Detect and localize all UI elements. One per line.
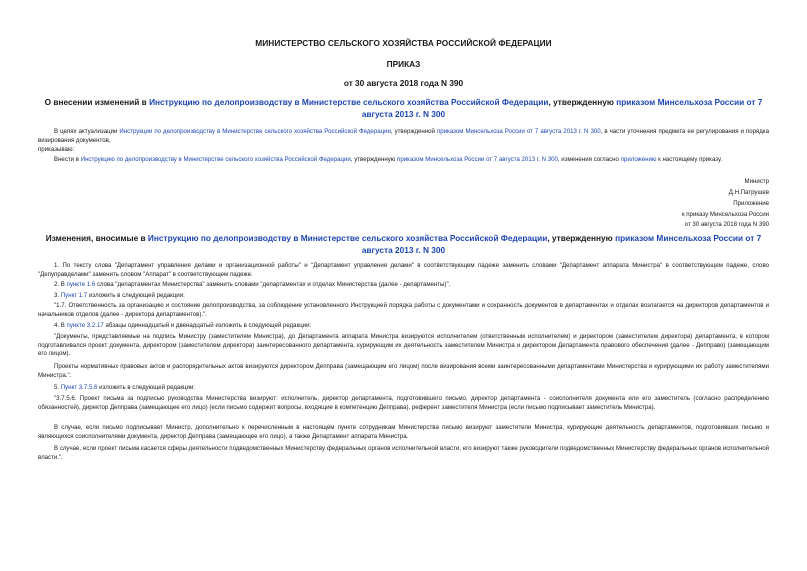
item-2 [38,281,769,290]
document-title [38,96,769,120]
item-text: 3. [54,292,61,299]
preamble-text: , в части уточнения предмета ее регулирования и порядка визирования документов, [38,128,769,144]
appendix-title-text-2: , утвержденную [547,233,616,243]
item-5-text-1: "3.7.5.6. Проект письма за подписью руководства Министерства визируют: исполнитель, директор департамента, подготовившего письмо, директор департамента - соисполнителя документа или его заместитель (согласно распределению обязанностей), директор Депправа (замещающее его лицо) (если письмо содержит вопросы, входящие в компетенцию Депправа), референт заместителя Министра (если письмо подписывает заместитель Министра). [38,395,769,411]
item-3-link[interactable]: Пункт 1.7 [60,292,88,299]
preamble-link-instruction-2[interactable]: Инструкцию по делопроизводству в Министерстве сельского хозяйства Российской Федерации [80,156,351,163]
item-text: абзацы одиннадцатый и двенадцатый изложить в следующей редакции: [103,322,312,329]
item-4-text-1: "Документы, представляемые на подпись Министру (заместителям Министра), до Департамента аппарата Министра визируются исполнителем (ответственным исполнителем) и директором (заместителем директора) департамента, в котором подготавливался проект документа, директором (заместителем директора) заинтересованного департамента, курирующим их деятельность заместителем Министра и директором Департамента правового обеспечения (далее - Депправо) (замещающим его лицом). [38,333,769,357]
preamble-link-order-2[interactable]: приказом Минсельхоза России от 7 августа 2013 г. N 300 [397,156,558,163]
item-4-link[interactable]: пункте 3.2.17 [66,322,104,329]
appendix-ref: к приказу Минсельхоза России [681,211,769,218]
item-5-text-3: В случае, если проект письма касается сферы деятельности подведомственных Министерству федеральных органов исполнительной власти, его визируют также руководители подведомственных Министерству федеральных органов исполнительной власти.". [38,445,769,461]
signature-name: Д.Н.Патрушев [728,189,769,196]
doc-date-number: от 30 августа 2018 года N 390 [343,78,464,88]
item-3 [38,292,769,301]
preamble-text: , изменения согласно [557,156,621,163]
item-text: слова "департаментах Министерства" заменить словами "департаментах и отделах Министерства (далее - департаменты)". [95,281,451,288]
signature-position: Министр [744,178,769,185]
item-4 [38,322,769,331]
preamble-text: , утвержденную [350,156,398,163]
title-link-order[interactable]: приказом Минсельхоза России от 7 августа 2013 г. N 300 [361,97,763,119]
item-4-text-2: Проекты нормативных правовых актов и распорядительных актов визируются директором Депправа (замещающим его лицом) после визирования всеми заинтересованными департаментами Министерства и курирующими их работу заместителями Министра.". [38,363,769,379]
item-3-text: "1.7. Ответственность за организацию и состояние делопроизводства, за соблюдение установленного Инструкцией порядка работы с документами и сохранность документов в департаментах и отделах возлагается на директоров департаментов и начальников отделов (далее - директора департаментов).". [38,302,769,318]
item-5-text-2: В случае, если письмо подписывает Министр, дополнительно к перечисленным в настоящем пункте сотрудникам Министерства письмо визируют заместители Министра, курирующие деятельность департаментов, подготовивших письмо и являющихся соисполнителями документа, директор Депправа (замещающее его лицо), а также Департамент аппарата Министра. [38,424,769,440]
item-2-link[interactable]: пункте 1.6 [66,281,96,288]
appendix-title-link-instruction[interactable]: Инструкцию по делопроизводству в Министерстве сельского хозяйства Российской Федерации [147,233,548,243]
title-text-2: , утвержденную [548,97,617,107]
item-text: 4. В [54,322,67,329]
appendix-date: от 30 августа 2018 года N 390 [684,221,769,228]
preamble-link-order[interactable]: приказом Минсельхоза России от 7 августа 2013 г. N 300 [436,128,601,135]
appendix-title-link-order[interactable]: приказом Минсельхоза России от 7 августа 2013 г. N 300 [361,233,762,255]
item-text: 2. В [54,281,67,288]
item-text: изложить в следующей редакции: [97,384,195,391]
title-link-instruction[interactable]: Инструкцию по делопроизводству в Министерстве сельского хозяйства Российской Федерации [149,97,549,107]
item-1: 1. По тексту слова "Департамент управления делами и организационной работы" и "Департамент управления делами" в соответствующем падеже заменить словами "Департамент аппарата Министра" в соответствующем падеже, слово "Депуправделами" заменить словом "Аппарат" в соответствующем падеже. [38,262,769,278]
preamble-paragraph-1 [38,128,769,145]
item-5-link[interactable]: Пункт 3.7.5.6 [60,384,98,391]
preamble-text: , утвержденной [390,128,437,135]
preamble-text: Внести в [54,156,81,163]
preamble-link-appendix[interactable]: приложению [620,156,657,163]
item-5 [38,384,769,393]
preamble-text: к настоящему приказу. [656,156,723,163]
preamble-link-instruction[interactable]: Инструкции по делопроизводству в Министерстве сельского хозяйства Российской Федерации [119,128,391,135]
item-text: изложить в следующей редакции: [87,292,185,299]
appendix-title [38,232,769,256]
doc-type-heading: ПРИКАЗ [386,59,421,69]
item-text: 5. [54,384,61,391]
preamble-paragraph-3 [38,156,769,165]
title-text-1: О внесении изменений в [44,97,150,107]
ministry-heading: МИНИСТЕРСТВО СЕЛЬСКОГО ХОЗЯЙСТВА РОССИЙСКОЙ ФЕДЕРАЦИИ [255,38,552,48]
appendix-label: Приложение [733,200,769,207]
preamble-order-word: приказываю: [38,146,75,153]
appendix-title-text-1: Изменения, вносимые в [45,233,148,243]
preamble-text: В целях актуализации [54,128,120,135]
